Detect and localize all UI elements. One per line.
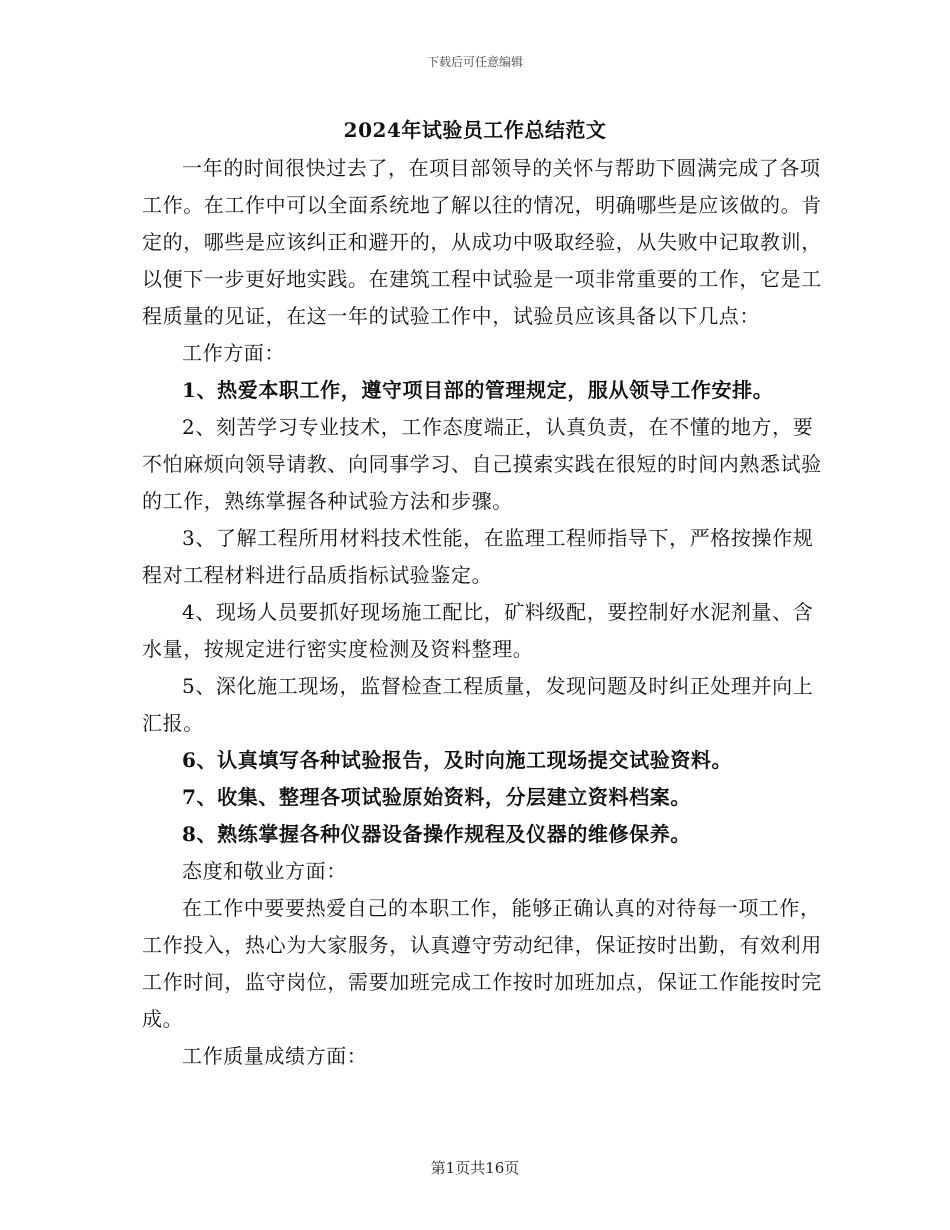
document-body [142, 150, 832, 1075]
work-item-5: 5、深化施工现场，监督检查工程质量，发现问题及时纠正处理并向上汇报。 [142, 674, 814, 735]
intro-paragraph: 一年的时间很快过去了，在项目部领导的关怀与帮助下圆满完成了各项工作。在工作中可以全面系统地了解以往的情况，明确哪些是应该做的。肯定的，哪些是应该纠正和避开的，从成功中吸取经验，从失败中记取教训，以便下一步更好地实践。在建筑工程中试验是一项非常重要的工作，它是工程质量的见证，在这一年的试验工作中，试验员应该具备以下几点： [142, 156, 822, 328]
work-item-4: 4、现场人员要抓好现场施工配比，矿料级配，要控制好水泥剂量、含水量，按规定进行密实度检测及资料整理。 [142, 600, 814, 661]
work-item-7: 7、收集、整理各项试验原始资料，分层建立资料档案。 [182, 785, 691, 809]
section-heading-work: 工作方面： [182, 341, 285, 365]
work-item-3: 3、了解工程所用材料技术性能，在监理工程师指导下，严格按操作规程对工程材料进行品质指标试验鉴定。 [142, 526, 814, 587]
work-item-2: 2、刻苦学习专业技术，工作态度端正，认真负责，在不懂的地方，要不怕麻烦向领导请教、向同事学习、自己摸索实践在很短的时间内熟悉试验的工作，熟练掌握各种试验方法和步骤。 [142, 415, 822, 513]
document-title: 2024年试验员工作总结范文 [343, 118, 607, 142]
page-number-footer: 第1页共16页 [430, 1159, 520, 1177]
section-heading-attitude: 态度和敬业方面： [182, 859, 347, 883]
attitude-paragraph: 在工作中要要热爱自己的本职工作，能够正确认真的对待每一项工作，工作投入，热心为大家服务，认真遵守劳动纪律，保证按时出勤，有效利用工作时间，监守岗位，需要加班完成工作按时加班加点，保证工作能按时完成。 [142, 896, 822, 1031]
work-item-6: 6、认真填写各种试验报告，及时向施工现场提交试验资料。 [182, 748, 733, 772]
section-heading-quality: 工作质量成绩方面： [182, 1044, 368, 1068]
page-header-note: 下载后可任意编辑 [426, 55, 523, 69]
work-item-8: 8、熟练掌握各种仪器设备操作规程及仪器的维修保养。 [182, 822, 691, 846]
work-item-1: 1、热爱本职工作，遵守项目部的管理规定，服从领导工作安排。 [182, 378, 774, 402]
